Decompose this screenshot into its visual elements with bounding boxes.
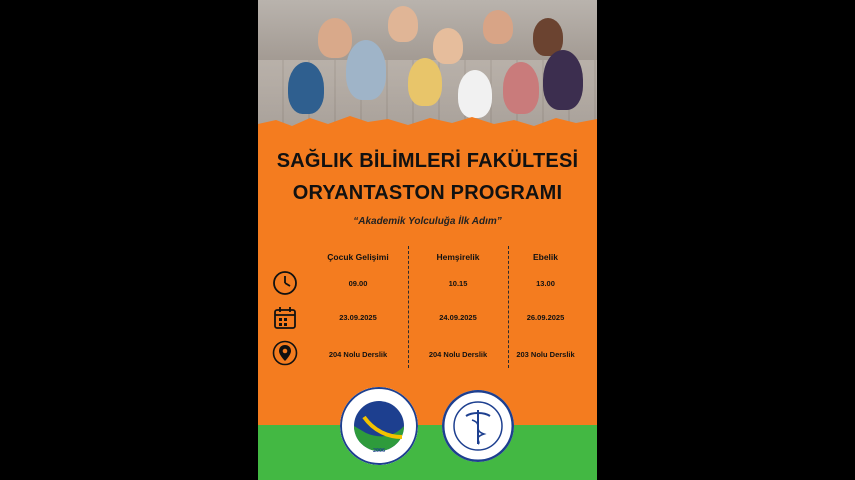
room-cocuk-gelisimi: 204 Nolu Derslik [328,350,388,359]
location-pin-icon [272,340,298,366]
time-hemsirelik: 10.15 [448,279,468,288]
date-hemsirelik: 24.09.2025 [439,313,477,322]
university-logo-year: 2006 [373,448,385,454]
poster-title-line2: ORYANTASTON PROGRAMI [292,182,563,204]
date-cocuk-gelisimi: 23.09.2025 [339,313,377,322]
poster-title-line1: SAĞLIK BİLİMLERİ FAKÜLTESİ [276,150,579,172]
green-footer-band [258,425,597,480]
time-ebelik: 13.00 [536,279,555,288]
column-header-hemsirelik: Hemşirelik [436,252,480,262]
clock-icon [272,270,298,296]
calendar-icon [272,305,298,331]
room-hemsirelik: 204 Nolu Derslik [428,350,488,359]
column-header-cocuk-gelisimi: Çocuk Gelişimi [327,252,389,262]
orientation-poster [258,0,597,480]
torn-paper-edge [258,110,597,150]
time-cocuk-gelisimi: 09.00 [348,279,368,288]
poster-subtitle: “Akademik Yolculuğa İlk Adım” [353,216,502,227]
column-header-ebelik: Ebelik [532,252,559,262]
room-ebelik: 203 Nolu Derslik [516,350,575,359]
faculty-logo [442,390,514,462]
date-ebelik: 26.09.2025 [526,313,565,322]
